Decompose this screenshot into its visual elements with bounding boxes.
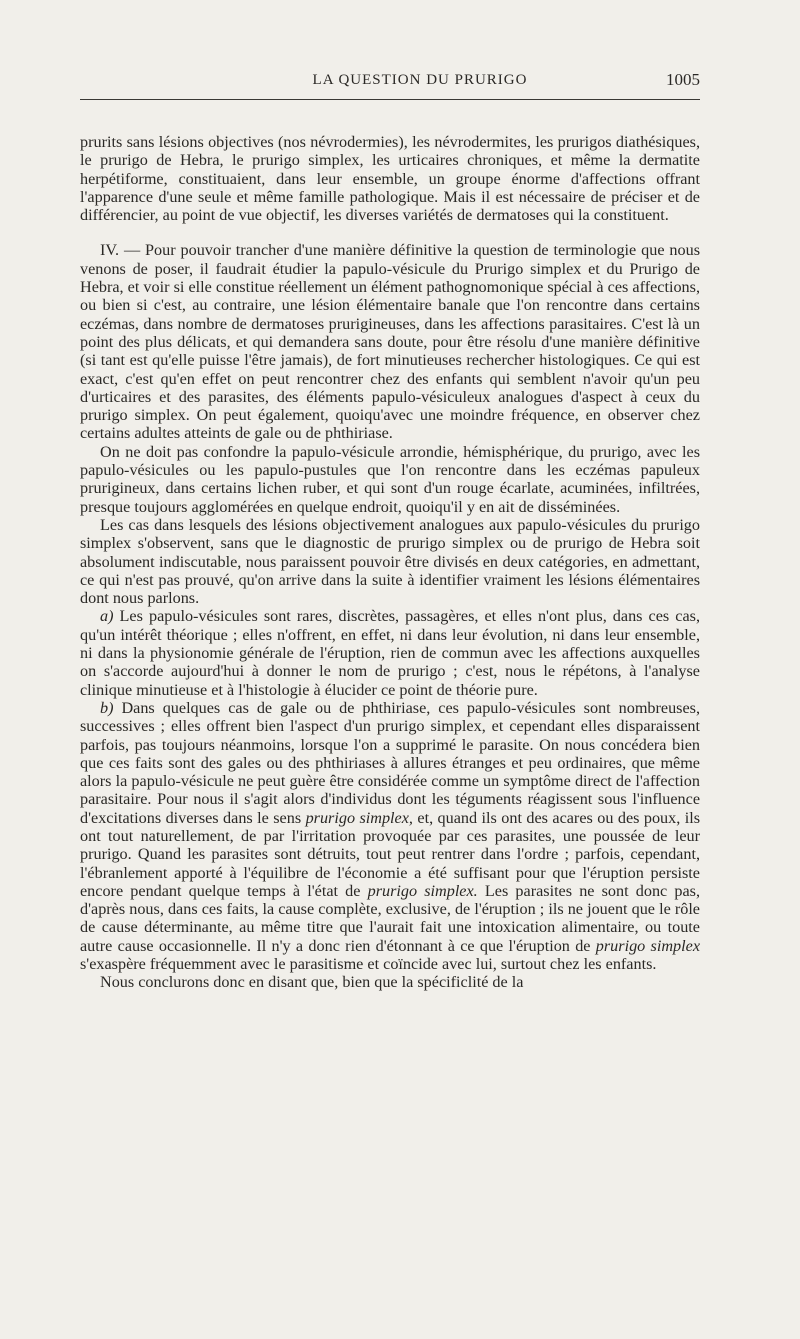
- paragraph: [80, 241, 700, 442]
- text-run: Les papulo-vésicules sont rares, discrètes, passagères, et elles n'ont plus, dans ces cas, qu'un intérêt théorique ; elles n'offrent, en effet, ni dans leur évolution, ni dans leur ensemble, ni dans la physionomie générale de l'éruption, rien de commun avec les affections auxquelles on s'accorde aujourd'hui à donner le nom de prurigo ; c'est, nous le répétons, à l'analyse clinique minutieuse et à l'histologie à élucider ce point de théorie pure.: [80, 607, 700, 699]
- paragraph: [80, 133, 700, 224]
- page-header: [80, 72, 700, 96]
- header-rule: [80, 99, 700, 100]
- text-run: Dans quelques cas de gale ou de phthiriase, ces papulo-vésicules sont nombreuses, successives ; elles offrent bien l'aspect d'un prurigo simplex, et cependant elles disparaissent parfois, pas toujours néanmoins, lorsque l'on a supprimé le parasite. On nous concédera bien que ces faits sont des gales ou des phthiriases à allures étranges et peu ordinaires, que même alors la papulo-vésicule ne peut guère être considérée comme un symptôme direct de l'affection parasitaire. Pour nous il s'agit alors d'individus dont les téguments réagissent sous l'influence d'excitations diverses dans le sens: [80, 698, 700, 827]
- text-run: Nous conclurons donc en disant que, bien que la spécificlité de la: [100, 973, 524, 992]
- italic-text: a): [100, 607, 114, 626]
- italic-text: b): [100, 698, 114, 717]
- italic-text: prurigo simplex,: [305, 808, 413, 827]
- text-run: On ne doit pas confondre la papulo-vésicule arrondie, hémisphérique, du prurigo, avec les papulo-vésicules ou les papulo-pustules que l'on rencontre dans les eczémas papuleux prurigineux, dans certains lichen ruber, et qui sont d'un rouge écarlate, acuminées, infiltrées, presque toujours agglomérées en quelque endroit, quoiqu'il y en ait de disséminées.: [80, 442, 700, 516]
- text-run: et, quand ils ont des acares ou des poux, ils ont tout naturellement, de par l'irritation provoquée par ces parasites, une poussée de leur prurigo. Quand les parasites sont détruits, tout peut rentrer dans l'ordre ; parfois, cependant, l'ébranlement apporté à l'équilibre de l'économie a été suffisant pour que l'éruption persiste encore pendant quelque temps à l'état de: [80, 808, 701, 900]
- paragraph: [80, 973, 700, 991]
- page-number: 1005: [666, 70, 700, 89]
- paragraph: [80, 607, 700, 698]
- text-run: IV. — Pour pouvoir trancher d'une manière définitive la question de terminologie que nous venons de poser, il faudrait étudier la papulo-vésicule du Prurigo simplex et du Prurigo de Hebra, et voir si elle constitue réellement un élément pathognomonique spécial à ces affections, ou bien si c'est, au contraire, une lésion élémentaire banale que l'on rencontre dans certains eczémas, dans nombre de dermatoses prurigineuses, dans les affections parasitaires. C'est là un point des plus délicats, et qui demandera sans doute, pour être résolu d'une manière définitive (si tant est qu'elle puisse l'être jamais), de fort minutieuses rechercher histologiques. Ce qui est exact, c'est qu'en effet on peut rencontrer chez des enfants qui semblent n'avoir qu'un peu d'urticaires et des parasites, des éléments papulo-vésiculeux analogues d'aspect à ceux du prurigo simplex. On peut également, quoiqu'avec une moindre fréquence, en observer chez certains adultes atteints de gale ou de phthiriase.: [80, 241, 700, 443]
- italic-text: prurigo simplex.: [367, 881, 478, 900]
- paragraph: [80, 516, 700, 607]
- text-run: Les cas dans lesquels des lésions objectivement analogues aux papulo-vésicules du prurigo simplex s'observent, sans que le diagnostic de prurigo simplex ou de prurigo de Hebra soit absolument indiscutable, nous paraissent pouvoir être divisés en deux catégories, en admettant, ce qui n'est pas prouvé, qu'on arrive dans la suite à identifier vraiment les lésions élémentaires dont nous parlons.: [80, 515, 700, 608]
- text-run: s'exaspère fréquemment avec le parasitisme et coïncide avec lui, surtout chez les enfants.: [80, 955, 657, 974]
- running-title: LA QUESTION DU PRURIGO: [312, 72, 528, 88]
- text-run: Les parasites ne sont donc pas, d'après nous, dans ces faits, la cause complète, exclusive, de l'éruption ; ils ne jouent que le rôle de cause déterminante, au même titre que l'aurait fait une intoxication alimentaire, ou toute autre cause occasionnelle. Il n'y a donc rien d'étonnant à ce que l'éruption de: [80, 881, 701, 955]
- italic-text: prurigo simplex: [595, 936, 701, 955]
- paragraph: [80, 699, 700, 973]
- paragraph: [80, 443, 700, 516]
- body-text: [80, 133, 700, 992]
- text-run: prurits sans lésions objectives (nos névrodermies), les névrodermites, les prurigos diathésiques, le prurigo de Hebra, le prurigo simplex, les urticaires chroniques, et même la dermatite herpétiforme, constituaient, dans leur ensemble, un groupe énorme d'affections offrant l'apparence d'une seule et même famille pathologique. Mais il est nécessaire de préciser et de différencier, au point de vue objectif, les diverses variétés de dermatoses qui la constituent.: [80, 133, 700, 225]
